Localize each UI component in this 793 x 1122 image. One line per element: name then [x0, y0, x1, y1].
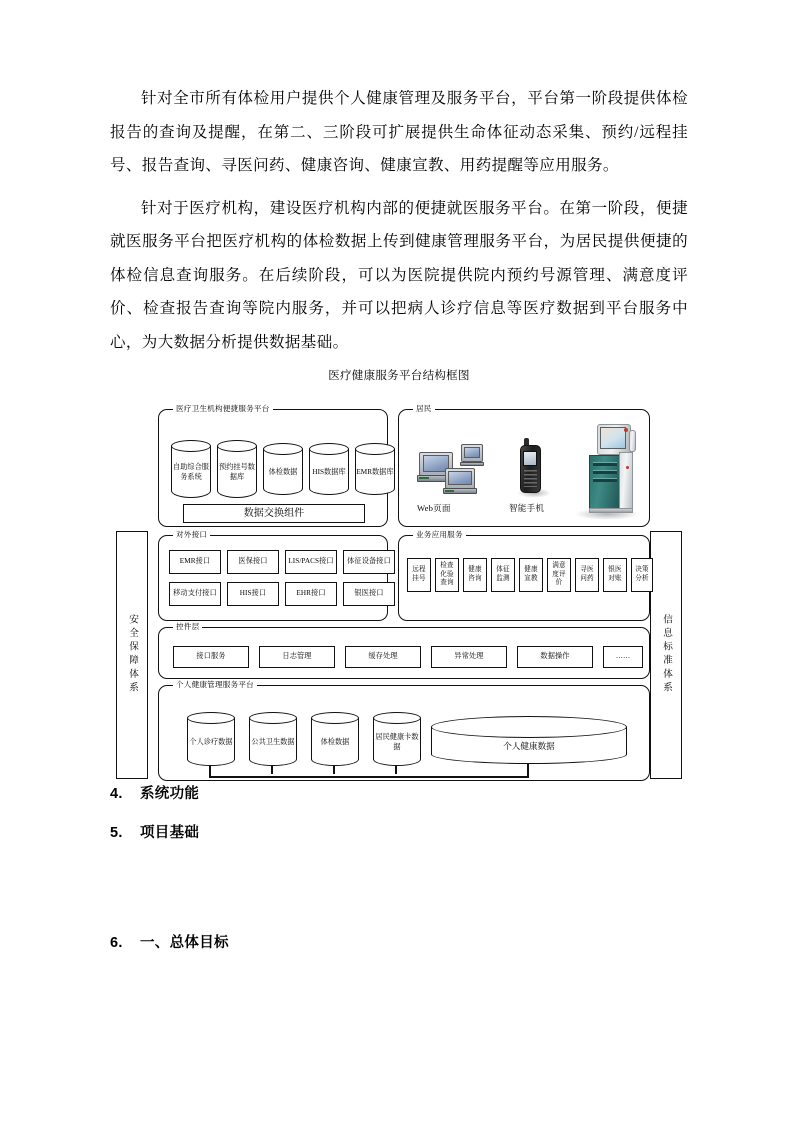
node-interface-his[interactable]: HIS接口 — [227, 582, 279, 606]
heading-number: 6. — [110, 935, 123, 951]
document-body — [110, 82, 688, 368]
node-interface-lis-pacs[interactable]: LIS/PACS接口 — [285, 550, 337, 574]
heading-system-functions — [110, 782, 199, 803]
cylinder-label: 体检数据 — [320, 738, 350, 747]
node-component-log-management[interactable]: 日志管理 — [259, 646, 335, 668]
heading-project-foundation — [110, 821, 199, 842]
cylinder-label: 公共卫生数据 — [251, 738, 295, 747]
figure-canvas — [110, 391, 688, 789]
cylinder-label: 体检数据 — [268, 468, 298, 477]
node-component-data-operation[interactable]: 数据操作 — [517, 646, 593, 668]
architecture-figure — [110, 368, 688, 789]
cylinder-appointment-db — [217, 440, 257, 498]
heading-number: 4. — [110, 786, 123, 802]
cylinder-resident-health-card-data — [373, 712, 421, 766]
node-interface-emr[interactable]: EMR接口 — [169, 550, 221, 574]
group-personal-health-platform — [158, 680, 650, 781]
group-residents-caption: 居民 — [413, 403, 435, 414]
node-interface-vital-device[interactable]: 体征设备接口 — [343, 550, 395, 574]
group-external-interfaces-caption: 对外接口 — [173, 529, 210, 540]
node-service-exam-lab-query[interactable]: 检查化验查询 — [435, 558, 459, 592]
node-interface-ehr[interactable]: EHR接口 — [285, 582, 337, 606]
cylinder-emr-db — [355, 443, 395, 495]
connector-stem-3 — [333, 766, 335, 774]
paragraph-2: 针对于医疗机构，建设医疗机构内部的便捷就医服务平台。在第一阶段，便捷就医服务平台把医疗机构的体检数据上传到健康管理服务平台，为居民提供便捷的体检信息查询服务。在后续阶段，可以为医院提供院内预约号源管理、满意度评价、检查报告查询等院内服务，并可以把病人诊疗信息等医疗数据到平台服务中心，为大数据分析提供数据基础。 — [110, 199, 688, 351]
node-component-interface-service[interactable]: 接口服务 — [173, 646, 249, 668]
connector-bus — [209, 776, 529, 778]
node-interface-medical-insurance[interactable]: 医保接口 — [227, 550, 279, 574]
kiosk-side-light — [626, 466, 629, 469]
node-component-more[interactable]: …… — [603, 646, 643, 668]
node-service-remote-registration[interactable]: 远程挂号 — [407, 558, 431, 592]
web-page-icon — [417, 442, 497, 500]
node-interface-bank-medical[interactable]: 银医接口 — [343, 582, 395, 606]
paragraph-1: 针对全市所有体检用户提供个人健康管理及服务平台，平台第一阶段提供体检报告的查询及提醒，在第二、三阶段可扩展提供生命体征动态采集、预约/远程挂号、报告查询、寻医问药、健康咨询、健康宣教、用药提醒等应用服务。 — [110, 90, 688, 174]
laptop2-screen — [448, 471, 472, 485]
web-page-label: Web页面 — [417, 503, 451, 513]
cylinder-personal-health-data — [431, 716, 627, 764]
kiosk-base — [589, 508, 633, 513]
cylinder-label: 预约挂号数据库 — [219, 463, 255, 481]
cylinder-public-health-data — [249, 712, 297, 766]
cylinder-personal-diagnosis-data — [187, 712, 235, 766]
node-component-cache-processing[interactable]: 缓存处理 — [345, 646, 421, 668]
node-service-find-doctor-medicine[interactable]: 寻医问药 — [575, 558, 599, 592]
group-component-layer — [158, 622, 650, 679]
cylinder-label: HIS数据库 — [312, 468, 346, 477]
cylinder-label: 个人诊疗数据 — [189, 738, 233, 747]
right-sidebar-label: 信息标准体系 — [661, 614, 672, 696]
group-component-layer-caption: 控件层 — [173, 621, 202, 632]
group-external-interfaces — [158, 530, 391, 621]
phone-screen — [523, 451, 537, 466]
group-personal-health-platform-caption: 个人健康管理服务平台 — [173, 679, 257, 690]
group-institution-platform-caption: 医疗卫生机构便捷服务平台 — [173, 403, 273, 414]
heading-number: 5. — [110, 825, 123, 841]
cylinder-label: 个人健康数据 — [503, 741, 555, 752]
kiosk-monitor-arm — [629, 430, 636, 452]
node-service-decision-analysis[interactable]: 决策分析 — [631, 558, 653, 592]
kiosk-status-light — [624, 428, 628, 432]
left-sidebar-label: 安全保障体系 — [127, 614, 138, 696]
node-interface-mobile-payment[interactable]: 移动支付接口 — [169, 582, 221, 606]
node-data-exchange-component: 数据交换组件 — [183, 504, 365, 523]
node-service-satisfaction-rating[interactable]: 满意度评价 — [547, 558, 571, 592]
node-service-health-education[interactable]: 健康宣教 — [519, 558, 543, 592]
right-sidebar-information-standard — [650, 531, 682, 779]
node-service-bank-reconciliation[interactable]: 银医对账 — [603, 558, 627, 592]
cylinder-label: EMR数据库 — [356, 468, 394, 477]
kiosk-screen — [600, 427, 626, 449]
heading-text: 系统功能 — [140, 786, 200, 802]
kiosk-card-slot-1 — [593, 462, 617, 466]
smart-phone-icon — [515, 438, 549, 500]
node-service-vital-monitoring[interactable]: 体征监测 — [491, 558, 515, 592]
smart-phone-label: 智能手机 — [509, 503, 545, 513]
cylinder-physical-exam-data — [311, 712, 359, 766]
figure-title: 医疗健康服务平台结构框图 — [328, 370, 470, 382]
cylinder-his-db — [309, 443, 349, 495]
connector-stem-4 — [395, 766, 397, 774]
monitor-screen — [464, 447, 480, 458]
node-component-exception-handling[interactable]: 异常处理 — [431, 646, 507, 668]
kiosk-printer-slot — [593, 478, 617, 482]
heading-text: 项目基础 — [140, 825, 200, 841]
heading-overall-objectives — [110, 931, 229, 952]
phone-keypad — [524, 470, 537, 487]
laptop-indicator-strip — [419, 477, 429, 479]
group-business-services-caption: 业务应用服务 — [413, 529, 466, 540]
cylinder-self-service-system — [171, 440, 211, 498]
self-service-kiosk-icon — [575, 422, 641, 522]
group-business-services — [398, 530, 650, 621]
left-sidebar-security-system — [116, 531, 148, 779]
group-residents — [398, 404, 650, 527]
cylinder-label: 居民健康卡数据 — [375, 733, 419, 751]
node-service-health-consultation[interactable]: 健康咨询 — [463, 558, 487, 592]
heading-text: 一、总体目标 — [140, 935, 229, 951]
group-institution-platform — [158, 404, 394, 527]
laptop2-indicator-strip — [445, 490, 454, 492]
kiosk-side-column — [619, 452, 633, 510]
connector-stem-2 — [271, 766, 273, 774]
kiosk-card-slot-2 — [593, 470, 617, 474]
cylinder-label: 自助综合服务系统 — [173, 463, 209, 481]
cylinder-physical-exam-data — [263, 443, 303, 495]
monitor-base — [460, 462, 484, 466]
